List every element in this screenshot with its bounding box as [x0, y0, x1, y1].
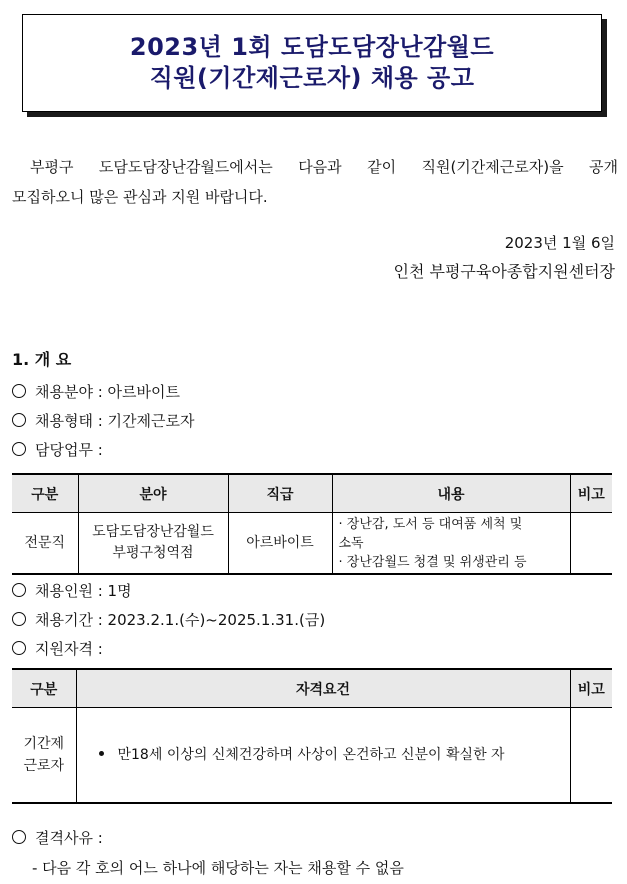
intro-paragraph — [12, 152, 618, 212]
bullet-text: 채용형태 : 기간제근로자 — [35, 412, 195, 430]
requirement-text: 만18세 이상의 신체건강하며 사상이 온건하고 신분이 확실한 자 — [117, 747, 505, 763]
cell-content-line-1: · 장난감, 도서 등 대여품 세척 및 — [338, 516, 523, 532]
cell-requirement — [76, 708, 570, 804]
cell-category — [12, 708, 76, 804]
bullet-period — [12, 609, 325, 630]
intro-line-2: 모집하오니 많은 관심과 지원 바랍니다. — [12, 188, 268, 206]
circle-bullet-icon — [12, 612, 26, 626]
bullet-text: 채용인원 : 1명 — [35, 582, 132, 600]
circle-bullet-icon — [12, 583, 26, 597]
bullet-text: 채용분야 : 아르바이트 — [35, 383, 181, 401]
bullet-qualification — [12, 638, 103, 659]
circle-bullet-icon — [12, 413, 26, 427]
bullet-disqualification — [12, 827, 103, 848]
section-heading-overview: 1. 개 요 — [12, 350, 72, 369]
title-line-2: 직원(기간제근로자) 채용 공고 — [149, 64, 475, 92]
bullet-text: 결격사유 : — [35, 829, 103, 847]
col-header-note: 비고 — [570, 669, 612, 708]
circle-bullet-icon — [12, 830, 26, 844]
issuing-organization: 인천 부평구육아종합지원센터장 — [393, 262, 615, 281]
intro-word: 같이 — [367, 158, 397, 176]
cell-field-line-2: 부평구청역점 — [112, 545, 194, 561]
col-header-note: 비고 — [570, 474, 612, 513]
disqualification-description: - 다음 각 호의 어느 하나에 해당하는 자는 채용할 수 없음 — [32, 859, 404, 877]
col-header-category: 구분 — [12, 669, 76, 708]
bullet-employment-type — [12, 410, 195, 431]
cell-category-line-2: 근로자 — [23, 758, 65, 774]
cell-content-line-3: · 장난감월드 청결 및 위생관리 등 — [338, 554, 527, 570]
col-header-field: 분야 — [78, 474, 228, 513]
bullet-headcount — [12, 580, 132, 601]
duty-table — [12, 473, 612, 575]
title-box-container — [22, 14, 607, 118]
bullet-duty — [12, 439, 103, 460]
qualification-table-header-row — [12, 669, 612, 708]
intro-word: 부평구 — [30, 158, 74, 176]
qualification-table — [12, 668, 612, 804]
title-line-1: 2023년 1회 도담도담장난감월드 — [129, 33, 495, 61]
title-box — [22, 14, 602, 112]
intro-word: 다음과 — [298, 158, 342, 176]
cell-note — [570, 708, 612, 804]
cell-rank: 아르바이트 — [228, 513, 332, 575]
cell-category: 전문직 — [12, 513, 78, 575]
cell-content — [332, 513, 570, 575]
duty-table-header-row — [12, 474, 612, 513]
intro-word: 공개 — [589, 158, 618, 176]
cell-content-line-2: 소독 — [338, 535, 364, 551]
bullet-text: 지원자격 : — [35, 640, 103, 658]
col-header-requirement: 자격요건 — [76, 669, 570, 708]
cell-field-line-1: 도담도담장난감월드 — [92, 524, 214, 540]
col-header-category: 구분 — [12, 474, 78, 513]
bullet-recruit-field — [12, 381, 180, 402]
table-row — [12, 513, 612, 575]
col-header-rank: 직급 — [228, 474, 332, 513]
table-row — [12, 708, 612, 804]
cell-note — [570, 513, 612, 575]
bullet-text: 담당업무 : — [35, 441, 103, 459]
circle-bullet-icon — [12, 641, 26, 655]
bullet-dot-icon — [99, 751, 104, 756]
bullet-text: 채용기간 : 2023.2.1.(수)~2025.1.31.(금) — [35, 611, 326, 629]
announcement-date: 2023년 1월 6일 — [504, 234, 615, 252]
col-header-content: 내용 — [332, 474, 570, 513]
circle-bullet-icon — [12, 384, 26, 398]
intro-word: 직원(기간제근로자)을 — [421, 158, 564, 176]
intro-line-1 — [12, 152, 618, 182]
cell-category-line-1: 기간제 — [23, 736, 65, 752]
cell-field — [78, 513, 228, 575]
circle-bullet-icon — [12, 442, 26, 456]
intro-word: 도담도담장난감월드에서는 — [98, 158, 273, 176]
